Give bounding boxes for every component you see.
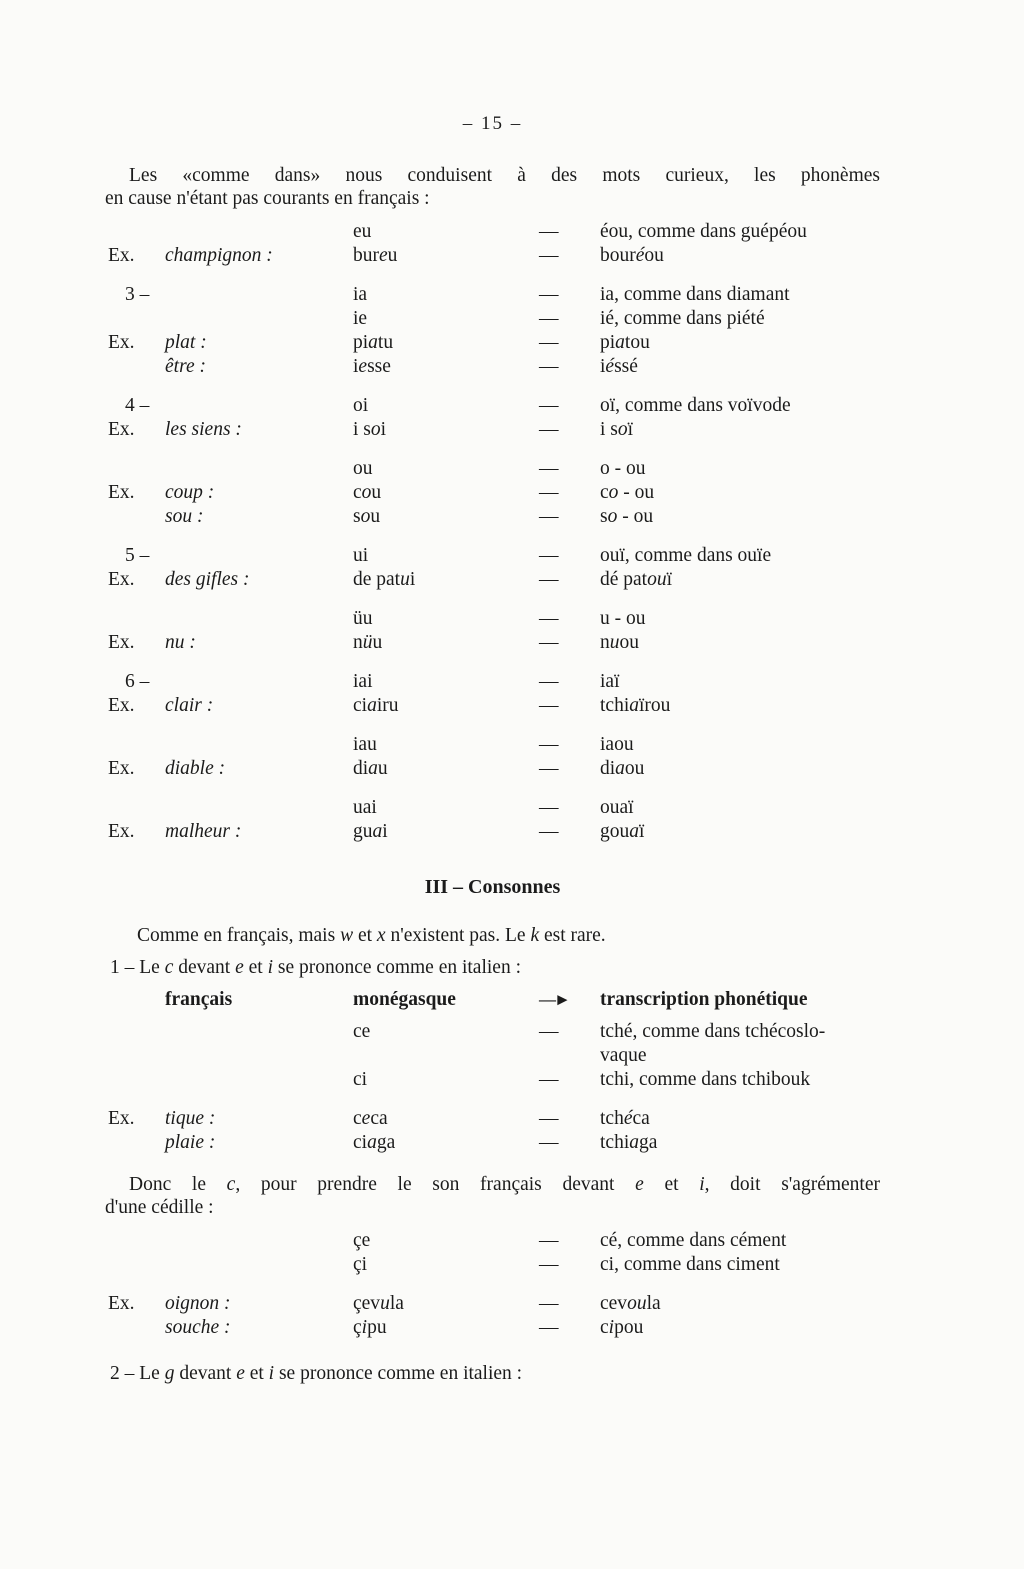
- french-word: sou :: [165, 506, 204, 527]
- phonetic-transcription: co - ou: [600, 482, 655, 503]
- rule-item-1: 1 – Le c devant e et i se prononce comme en italien :: [110, 957, 521, 978]
- table-row: [105, 418, 880, 442]
- monegasque-word: guai: [353, 821, 388, 842]
- phonetic-transcription: i soï: [600, 419, 634, 440]
- table-row: [105, 283, 880, 307]
- table-row: [105, 244, 880, 268]
- monegasque-word: çevula: [353, 1293, 404, 1314]
- table-row: [105, 1107, 880, 1131]
- monegasque-word: eu: [353, 221, 372, 242]
- phonetic-transcription: bouréou: [600, 245, 664, 266]
- monegasque-word: ciaga: [353, 1132, 396, 1153]
- dash: —: [539, 308, 559, 329]
- phonetic-transcription: tchi, comme dans tchibouk: [600, 1069, 811, 1090]
- french-word: les siens :: [165, 419, 242, 440]
- vowel-correspondence-table: [105, 220, 880, 844]
- row-label: [105, 505, 165, 529]
- correspondence-group: [105, 1292, 880, 1340]
- dash: —: [539, 395, 559, 416]
- phonetic-transcription: iaï: [600, 671, 620, 692]
- row-label: Ex.: [108, 332, 135, 353]
- dash: —: [539, 821, 559, 842]
- monegasque-word: ia: [353, 284, 368, 305]
- page-content: [105, 112, 880, 1386]
- row-label: [105, 1316, 165, 1340]
- table-row: [105, 568, 880, 592]
- table-row: [105, 394, 880, 418]
- dash: —: [539, 734, 559, 755]
- table-row: [105, 1068, 880, 1092]
- header-francais: français: [165, 989, 233, 1010]
- french-word: plat :: [165, 332, 207, 353]
- dash: —: [539, 458, 559, 479]
- correspondence-group: [105, 670, 880, 718]
- table-row: [105, 631, 880, 655]
- row-label: [105, 1068, 165, 1092]
- french-word: [165, 1020, 353, 1068]
- phonetic-transcription: tchiaga: [600, 1132, 658, 1153]
- french-word: nu :: [165, 632, 196, 653]
- dash: —: [539, 332, 559, 353]
- table-row: [105, 1316, 880, 1340]
- french-word: [165, 307, 353, 331]
- row-label: [105, 355, 165, 379]
- table-row: [105, 670, 880, 694]
- row-label: [105, 1229, 165, 1253]
- row-label: Ex.: [108, 632, 135, 653]
- row-label: Ex.: [108, 245, 135, 266]
- c-rule-groups: [105, 1020, 880, 1155]
- row-label: [105, 1020, 165, 1068]
- phonetic-transcription: iaou: [600, 734, 634, 755]
- french-word: [165, 544, 353, 568]
- correspondence-group: [105, 283, 880, 379]
- french-word: [165, 220, 353, 244]
- phonetic-transcription: ia, comme dans diamant: [600, 284, 790, 305]
- french-word: [165, 607, 353, 631]
- monegasque-word: bureu: [353, 245, 398, 266]
- row-label: Ex.: [108, 569, 135, 590]
- correspondence-group: [105, 607, 880, 655]
- french-word: oignon :: [165, 1293, 231, 1314]
- correspondence-group: [105, 220, 880, 268]
- correspondence-group: [105, 796, 880, 844]
- dash: —: [539, 569, 559, 590]
- monegasque-word: piatu: [353, 332, 394, 353]
- phonetic-transcription: gouaï: [600, 821, 645, 842]
- monegasque-word: ciairu: [353, 695, 399, 716]
- row-label: 4 –: [125, 395, 150, 416]
- french-word: [165, 283, 353, 307]
- dash: —: [539, 1132, 559, 1153]
- phonetic-transcription: ié, comme dans piété: [600, 308, 765, 329]
- row-label: [105, 1131, 165, 1155]
- dash: —: [539, 797, 559, 818]
- dash: —: [539, 632, 559, 653]
- table-header-row: [105, 988, 880, 1012]
- monegasque-word: çi: [353, 1254, 368, 1275]
- phonetic-transcription: diaou: [600, 758, 645, 779]
- dash: —: [539, 221, 559, 242]
- dash: —: [539, 695, 559, 716]
- monegasque-word: ou: [353, 458, 373, 479]
- phonetic-transcription: ouaï: [600, 797, 634, 818]
- phonetic-transcription: tché, comme dans tchécoslo- vaque: [600, 1021, 826, 1066]
- correspondence-group: [105, 1020, 880, 1092]
- table-row: [105, 307, 880, 331]
- phonetic-transcription: o - ou: [600, 458, 646, 479]
- french-word: champignon :: [165, 245, 273, 266]
- consonnes-intro-paragraph: Comme en français, mais w et x n'existent pas. Le k est rare.: [137, 925, 606, 946]
- correspondence-group: [105, 1229, 880, 1277]
- dash: —: [539, 671, 559, 692]
- correspondence-group: [105, 733, 880, 781]
- monegasque-word: ci: [353, 1069, 368, 1090]
- phonetic-transcription: ouï, comme dans ouïe: [600, 545, 772, 566]
- monegasque-word: diau: [353, 758, 388, 779]
- monegasque-word: üu: [353, 608, 373, 629]
- dash: —: [539, 419, 559, 440]
- table-row: [105, 1020, 880, 1068]
- monegasque-word: de patui: [353, 569, 416, 590]
- french-word: [165, 394, 353, 418]
- monegasque-word: iau: [353, 734, 377, 755]
- table-row: [105, 1253, 880, 1277]
- row-label: Ex.: [108, 419, 135, 440]
- table-row: [105, 694, 880, 718]
- cedille-paragraph: [105, 1173, 880, 1219]
- row-label: Ex.: [108, 695, 135, 716]
- table-row: [105, 220, 880, 244]
- row-label: [105, 796, 165, 820]
- table-row: [105, 1229, 880, 1253]
- dash: —: [539, 482, 559, 503]
- monegasque-word: oi: [353, 395, 369, 416]
- correspondence-group: [105, 1107, 880, 1155]
- table-row: [105, 1292, 880, 1316]
- cedille-line-2: d'une cédille :: [105, 1197, 214, 1218]
- phonetic-transcription: piatou: [600, 332, 650, 353]
- monegasque-word: ce: [353, 1021, 371, 1042]
- cedille-line-1: Donc le c, pour prendre le son français devant e et i, doit s'agrémenter: [129, 1174, 880, 1195]
- dash: —: [539, 1069, 559, 1090]
- vowel-groups: [105, 220, 880, 844]
- row-label: [105, 457, 165, 481]
- intro-line-1: Les «comme dans» nous conduisent à des mots curieux, les phonèmes: [129, 165, 880, 186]
- intro-line-2: en cause n'étant pas courants en français :: [105, 188, 430, 209]
- rule-item-2: 2 – Le g devant e et i se prononce comme en italien :: [110, 1363, 523, 1384]
- french-word: [165, 796, 353, 820]
- table-row: [105, 1131, 880, 1155]
- correspondence-group: [105, 394, 880, 442]
- row-label: 3 –: [125, 284, 150, 305]
- row-label: Ex.: [108, 758, 135, 779]
- dash: —: [539, 758, 559, 779]
- dash: —: [539, 1108, 559, 1129]
- row-label: [105, 733, 165, 757]
- dash: —: [539, 1230, 559, 1251]
- table-row: [105, 544, 880, 568]
- monegasque-word: nüu: [353, 632, 383, 653]
- phonetic-transcription: so - ou: [600, 506, 654, 527]
- phonetic-transcription: cevoula: [600, 1293, 661, 1314]
- table-row: [105, 355, 880, 379]
- french-word: malheur :: [165, 821, 242, 842]
- phonetic-transcription: u - ou: [600, 608, 646, 629]
- dash: —: [539, 245, 559, 266]
- monegasque-word: sou: [353, 506, 381, 527]
- table-row: [105, 505, 880, 529]
- table-row: [105, 331, 880, 355]
- monegasque-word: ceca: [353, 1108, 388, 1129]
- row-label: [105, 1253, 165, 1277]
- french-word: [165, 457, 353, 481]
- header-monegasque: monégasque: [353, 989, 456, 1010]
- french-word: [165, 1068, 353, 1092]
- row-label: [105, 307, 165, 331]
- french-word: [165, 733, 353, 757]
- table-row: [105, 457, 880, 481]
- table-row: [105, 757, 880, 781]
- dash: —: [539, 506, 559, 527]
- phonetic-transcription: tchéca: [600, 1108, 650, 1129]
- row-label: 5 –: [125, 545, 150, 566]
- french-word: plaie :: [165, 1132, 216, 1153]
- cedille-groups: [105, 1229, 880, 1340]
- monegasque-word: ie: [353, 308, 368, 329]
- phonetic-transcription: cipou: [600, 1317, 644, 1338]
- phonetic-transcription: cé, comme dans cément: [600, 1230, 787, 1251]
- row-label: [105, 220, 165, 244]
- row-label: Ex.: [108, 1293, 135, 1314]
- header-spacer: [105, 988, 165, 1012]
- table-row: [105, 733, 880, 757]
- french-word: souche :: [165, 1317, 231, 1338]
- dash: —: [539, 545, 559, 566]
- french-word: tique :: [165, 1108, 216, 1129]
- dash: —: [539, 608, 559, 629]
- row-label: Ex.: [108, 482, 135, 503]
- dash: —: [539, 1317, 559, 1338]
- page-number: – 15 –: [462, 113, 523, 134]
- phonetic-transcription: tchiaïrou: [600, 695, 671, 716]
- phonetic-transcription: nuou: [600, 632, 639, 653]
- french-word: être :: [165, 356, 206, 377]
- dash: —: [539, 356, 559, 377]
- dash: —: [539, 1293, 559, 1314]
- correspondence-group: [105, 544, 880, 592]
- correspondence-group: [105, 457, 880, 529]
- row-label: [105, 607, 165, 631]
- monegasque-word: iesse: [353, 356, 391, 377]
- phonetic-transcription: dé patouï: [600, 569, 673, 590]
- french-word: [165, 1253, 353, 1277]
- monegasque-word: i soi: [353, 419, 387, 440]
- arrow-right-icon: —►: [539, 990, 569, 1009]
- french-word: [165, 1229, 353, 1253]
- phonetic-transcription: éou, comme dans guépéou: [600, 221, 807, 242]
- row-label: Ex.: [108, 821, 135, 842]
- french-word: coup :: [165, 482, 215, 503]
- row-label: Ex.: [108, 1108, 135, 1129]
- table-row: [105, 607, 880, 631]
- monegasque-word: cou: [353, 482, 382, 503]
- dash: —: [539, 1021, 559, 1042]
- phonetic-transcription: ci, comme dans ciment: [600, 1254, 780, 1275]
- table-row: [105, 820, 880, 844]
- dash: —: [539, 284, 559, 305]
- monegasque-word: ui: [353, 545, 369, 566]
- phonetic-transcription: oï, comme dans voïvode: [600, 395, 791, 416]
- french-word: des gifles :: [165, 569, 250, 590]
- intro-paragraph: [105, 164, 880, 210]
- french-word: diable :: [165, 758, 226, 779]
- french-word: [165, 670, 353, 694]
- table-row: [105, 481, 880, 505]
- french-word: clair :: [165, 695, 214, 716]
- monegasque-word: çe: [353, 1230, 371, 1251]
- phonetic-transcription: iéssé: [600, 356, 638, 377]
- dash: —: [539, 1254, 559, 1275]
- monegasque-word: çipu: [353, 1317, 387, 1338]
- row-label: 6 –: [125, 671, 150, 692]
- section-title-consonnes: III – Consonnes: [424, 876, 561, 898]
- monegasque-word: iai: [353, 671, 373, 692]
- header-transcription: transcription phonétique: [600, 989, 808, 1010]
- monegasque-word: uai: [353, 797, 377, 818]
- table-row: [105, 796, 880, 820]
